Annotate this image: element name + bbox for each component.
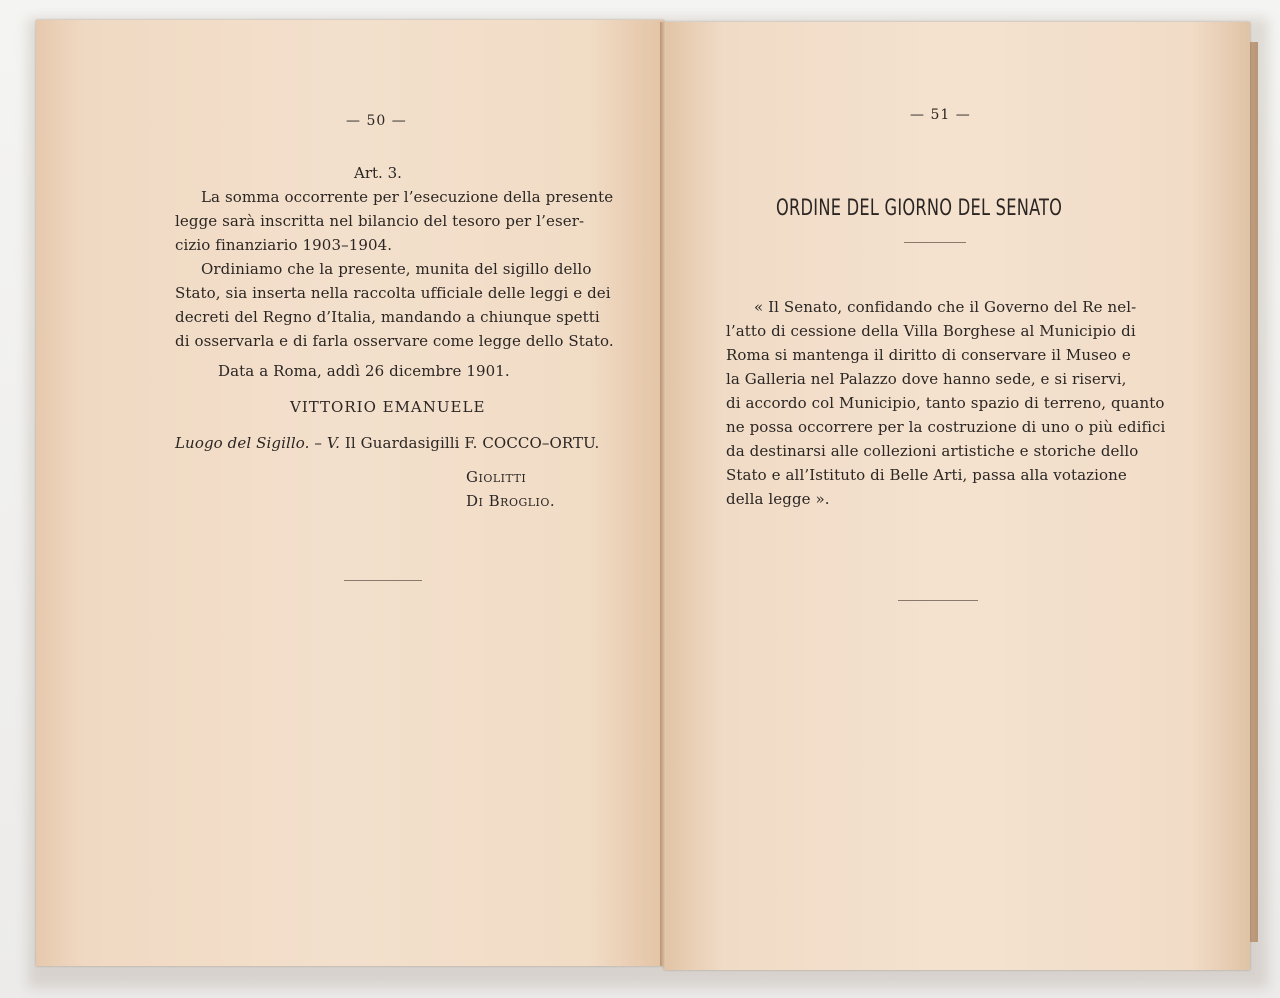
paragraph-1-line: legge sarà inscritta nel bilancio del tesoro per l’eser- [175,212,585,230]
left-page [36,20,664,966]
heading-rule [904,242,966,243]
motion-line: Roma si mantenga il diritto di conservare il Museo e [726,346,1131,364]
right-end-rule [898,600,978,601]
right-folio: — 51 — [910,107,971,123]
signatory: Giolitti [466,468,527,486]
motion-line: l’atto di cessione della Villa Borghese al Municipio di [726,322,1136,340]
seal-label: Luogo del Sigillo. – V. [175,434,341,452]
senate-heading: ORDINE DEL GIORNO DEL SENATO [776,196,1063,221]
motion-line: « Il Senato, confidando che il Governo del Re nel- [754,298,1137,316]
paragraph-1-line: La somma occorrente per l’esecuzione della presente [201,188,614,206]
left-end-rule [344,580,422,581]
book-spine [660,22,666,966]
seal-rest: Il Guardasigilli F. COCCO–ORTU. [344,434,600,452]
paragraph-2-line: decreti del Regno d’Italia, mandando a chiunque spetti [175,308,600,326]
left-folio: — 50 — [346,113,407,129]
motion-line: Stato e all’Istituto di Belle Arti, passa alla votazione [726,466,1127,484]
seal-line [175,432,599,454]
king-signature: VITTORIO EMANUELE [290,398,486,416]
motion-line: di accordo col Municipio, tanto spazio di terreno, quanto [726,394,1165,412]
paragraph-2-line: Stato, sia inserta nella raccolta ufficiale delle leggi e dei [175,284,611,302]
motion-line: la Galleria nel Palazzo dove hanno sede, e si riservi, [726,370,1127,388]
article-heading: Art. 3. [354,164,402,182]
paragraph-1-line: cizio finanziario 1903–1904. [175,236,393,254]
signatory: Di Broglio. [466,492,556,510]
paragraph-2-line: di osservarla e di farla osservare come legge dello Stato. [175,332,614,350]
motion-line: da destinarsi alle collezioni artistiche e storiche dello [726,442,1139,460]
motion-line: della legge ». [726,490,830,508]
date-line: Data a Roma, addì 26 dicembre 1901. [218,362,510,380]
paragraph-2-line: Ordiniamo che la presente, munita del sigillo dello [201,260,592,278]
motion-line: ne possa occorrere per la costruzione di uno o più edifici [726,418,1166,436]
